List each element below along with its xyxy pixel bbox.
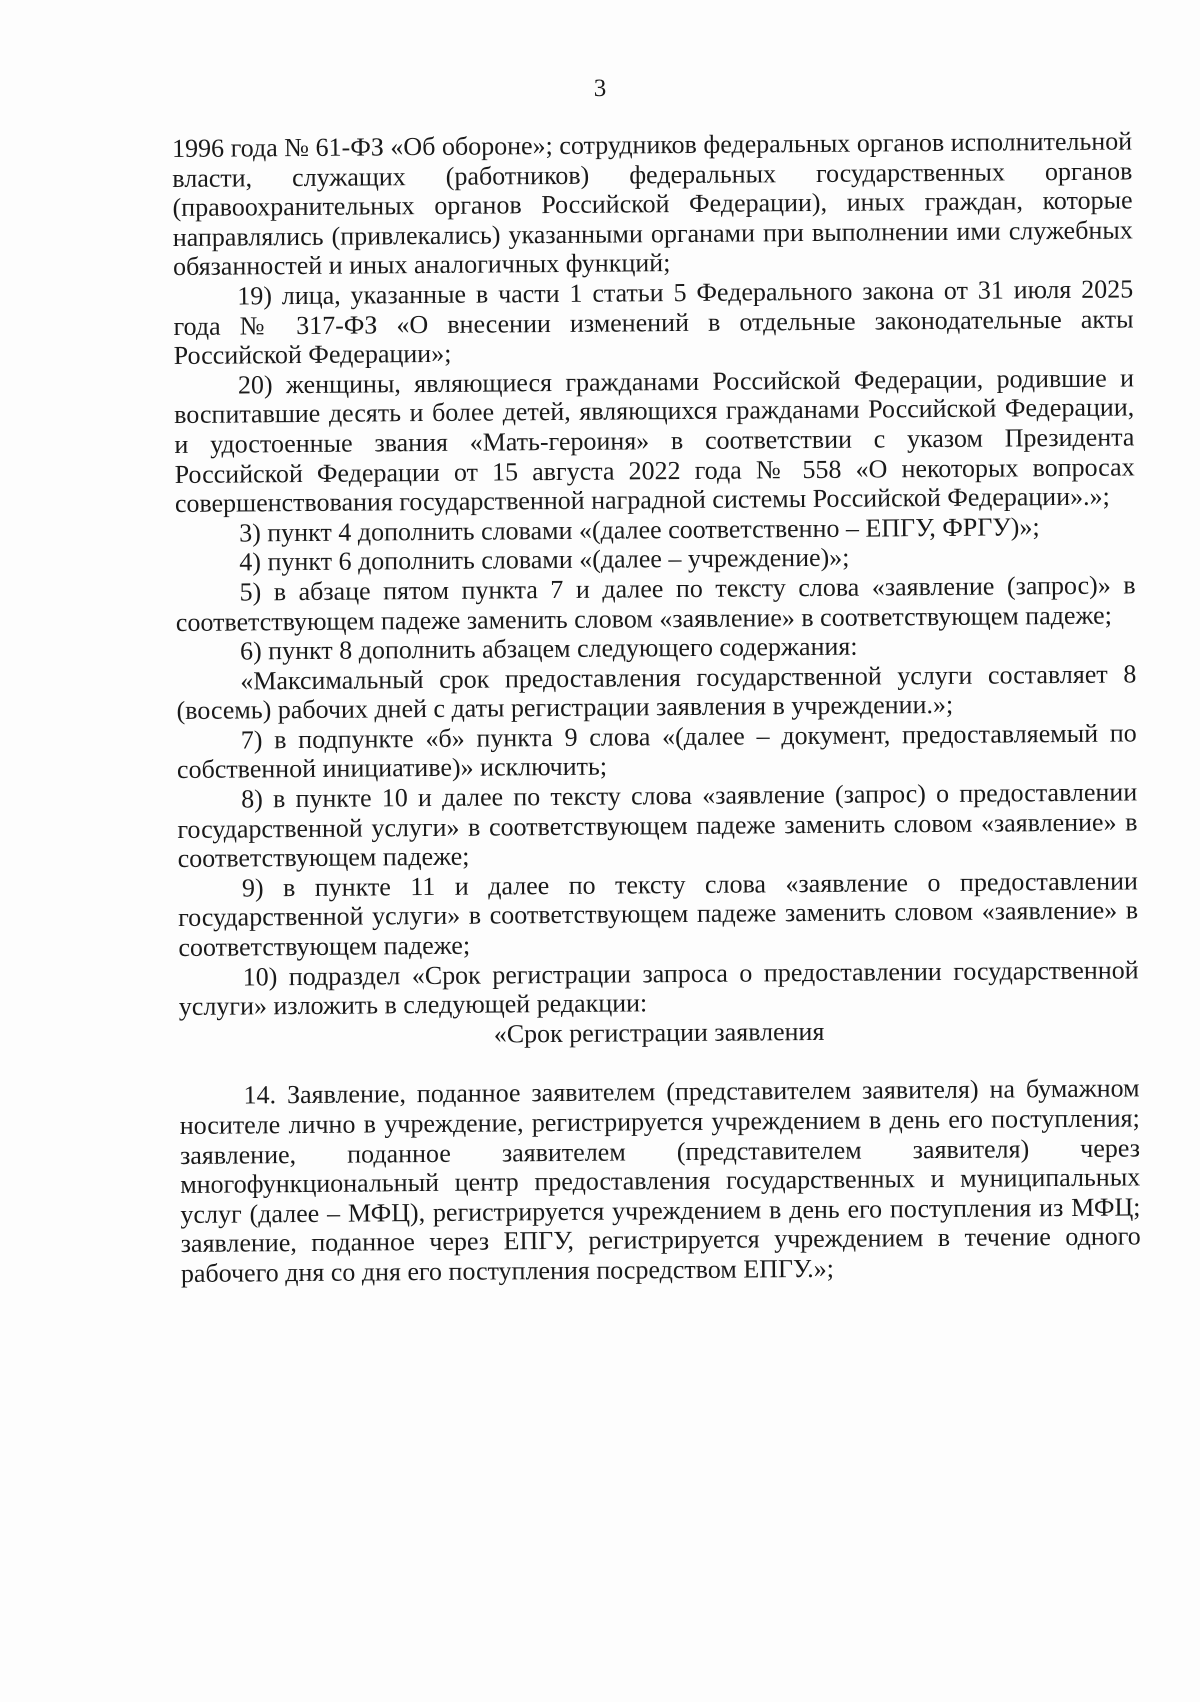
paragraph-quote-max-term: «Максимальный срок предоставления государственной услуги составляет 8 (восемь) рабочих дней с даты регистрации заявления в учреждении.»; <box>176 659 1137 726</box>
page-number: 3 <box>593 75 607 102</box>
paragraph-item-7: 7) в подпункте «б» пункта 9 слова «(далее – документ, предоставляемый по собственной инициативе)» исключить; <box>176 718 1137 785</box>
subsection-heading: «Срок регистрации заявления <box>493 1016 825 1049</box>
paragraph-item-4: 4) пункт 6 дополнить словами «(далее – учреждение)»; <box>239 543 850 577</box>
paragraph-item-9: 9) в пункте 11 и далее по тексту слова «заявление о предоставлении государственной услуги» в соответствующем падеже заменить словом «заявление» в соответствующем падеже; <box>178 866 1139 963</box>
paragraph-item-3: 3) пункт 4 дополнить словами «(далее соответственно – ЕПГУ, ФРГУ)»; <box>239 511 1040 548</box>
paragraph-item-6: 6) пункт 8 дополнить абзацем следующего содержания: <box>239 631 858 666</box>
document-body <box>172 126 1141 1288</box>
paragraph-item-5: 5) в абзаце пятом пункта 7 и далее по тексту слова «заявление (запрос)» в соответствующем падеже заменить словом «заявление» в соответствующем падеже; <box>175 570 1136 637</box>
paragraph-item-20: 20) женщины, являющиеся гражданами Российской Федерации, родившие и воспитавшие десять и более детей, являющихся гражданами Российской Федерации, и удостоенные звания «Мать-героиня» в соответствии с указом Президента Российской Федерации от 15 августа 2022 года № 558 «О некоторых вопросах совершенствования государственной наградной системы Российской Федерации».»; <box>174 363 1135 519</box>
paragraph-item-10: 10) подраздел «Срок регистрации запроса о предоставлении государственной услуги» изложить в следующей редакции: <box>178 955 1139 1022</box>
paragraph-item-8: 8) в пункте 10 и далее по тексту слова «заявление (запрос) о предоставлении государственной услуги» в соответствующем падеже заменить словом «заявление» в соответствующем падеже; <box>177 777 1138 874</box>
paragraph-continuation: 1996 года № 61-ФЗ «Об обороне»; сотрудников федеральных органов исполнительной власти, служащих (работников) федеральных государственных органов (правоохранительных органов Российской Федерации), иных граждан, которые направлялись (привлекались) указанными органами при выполнении ими служебных обязанностей и иных аналогичных функций; <box>172 126 1133 282</box>
paragraph-item-19: 19) лица, указанные в части 1 статьи 5 Федерального закона от 31 июля 2025 года № 317-ФЗ «О внесении изменений в отдельные законодательные акты Российской Федерации»; <box>173 274 1134 371</box>
paragraph-clause-14: 14. Заявление, поданное заявителем (представителем заявителя) на бумажном носителе лично в учреждение, регистрируется учреждением в день его поступления; заявление, поданное заявителем (представителем заявителя) через многофункциональный центр предоставления государственных и муниципальных услуг (далее – МФЦ), регистрируется учреждением в день его поступления из МФЦ; заявление, поданное через ЕПГУ, регистрируется учреждением в течение одного рабочего дня со дня его поступления посредством ЕПГУ.»; <box>179 1073 1141 1288</box>
